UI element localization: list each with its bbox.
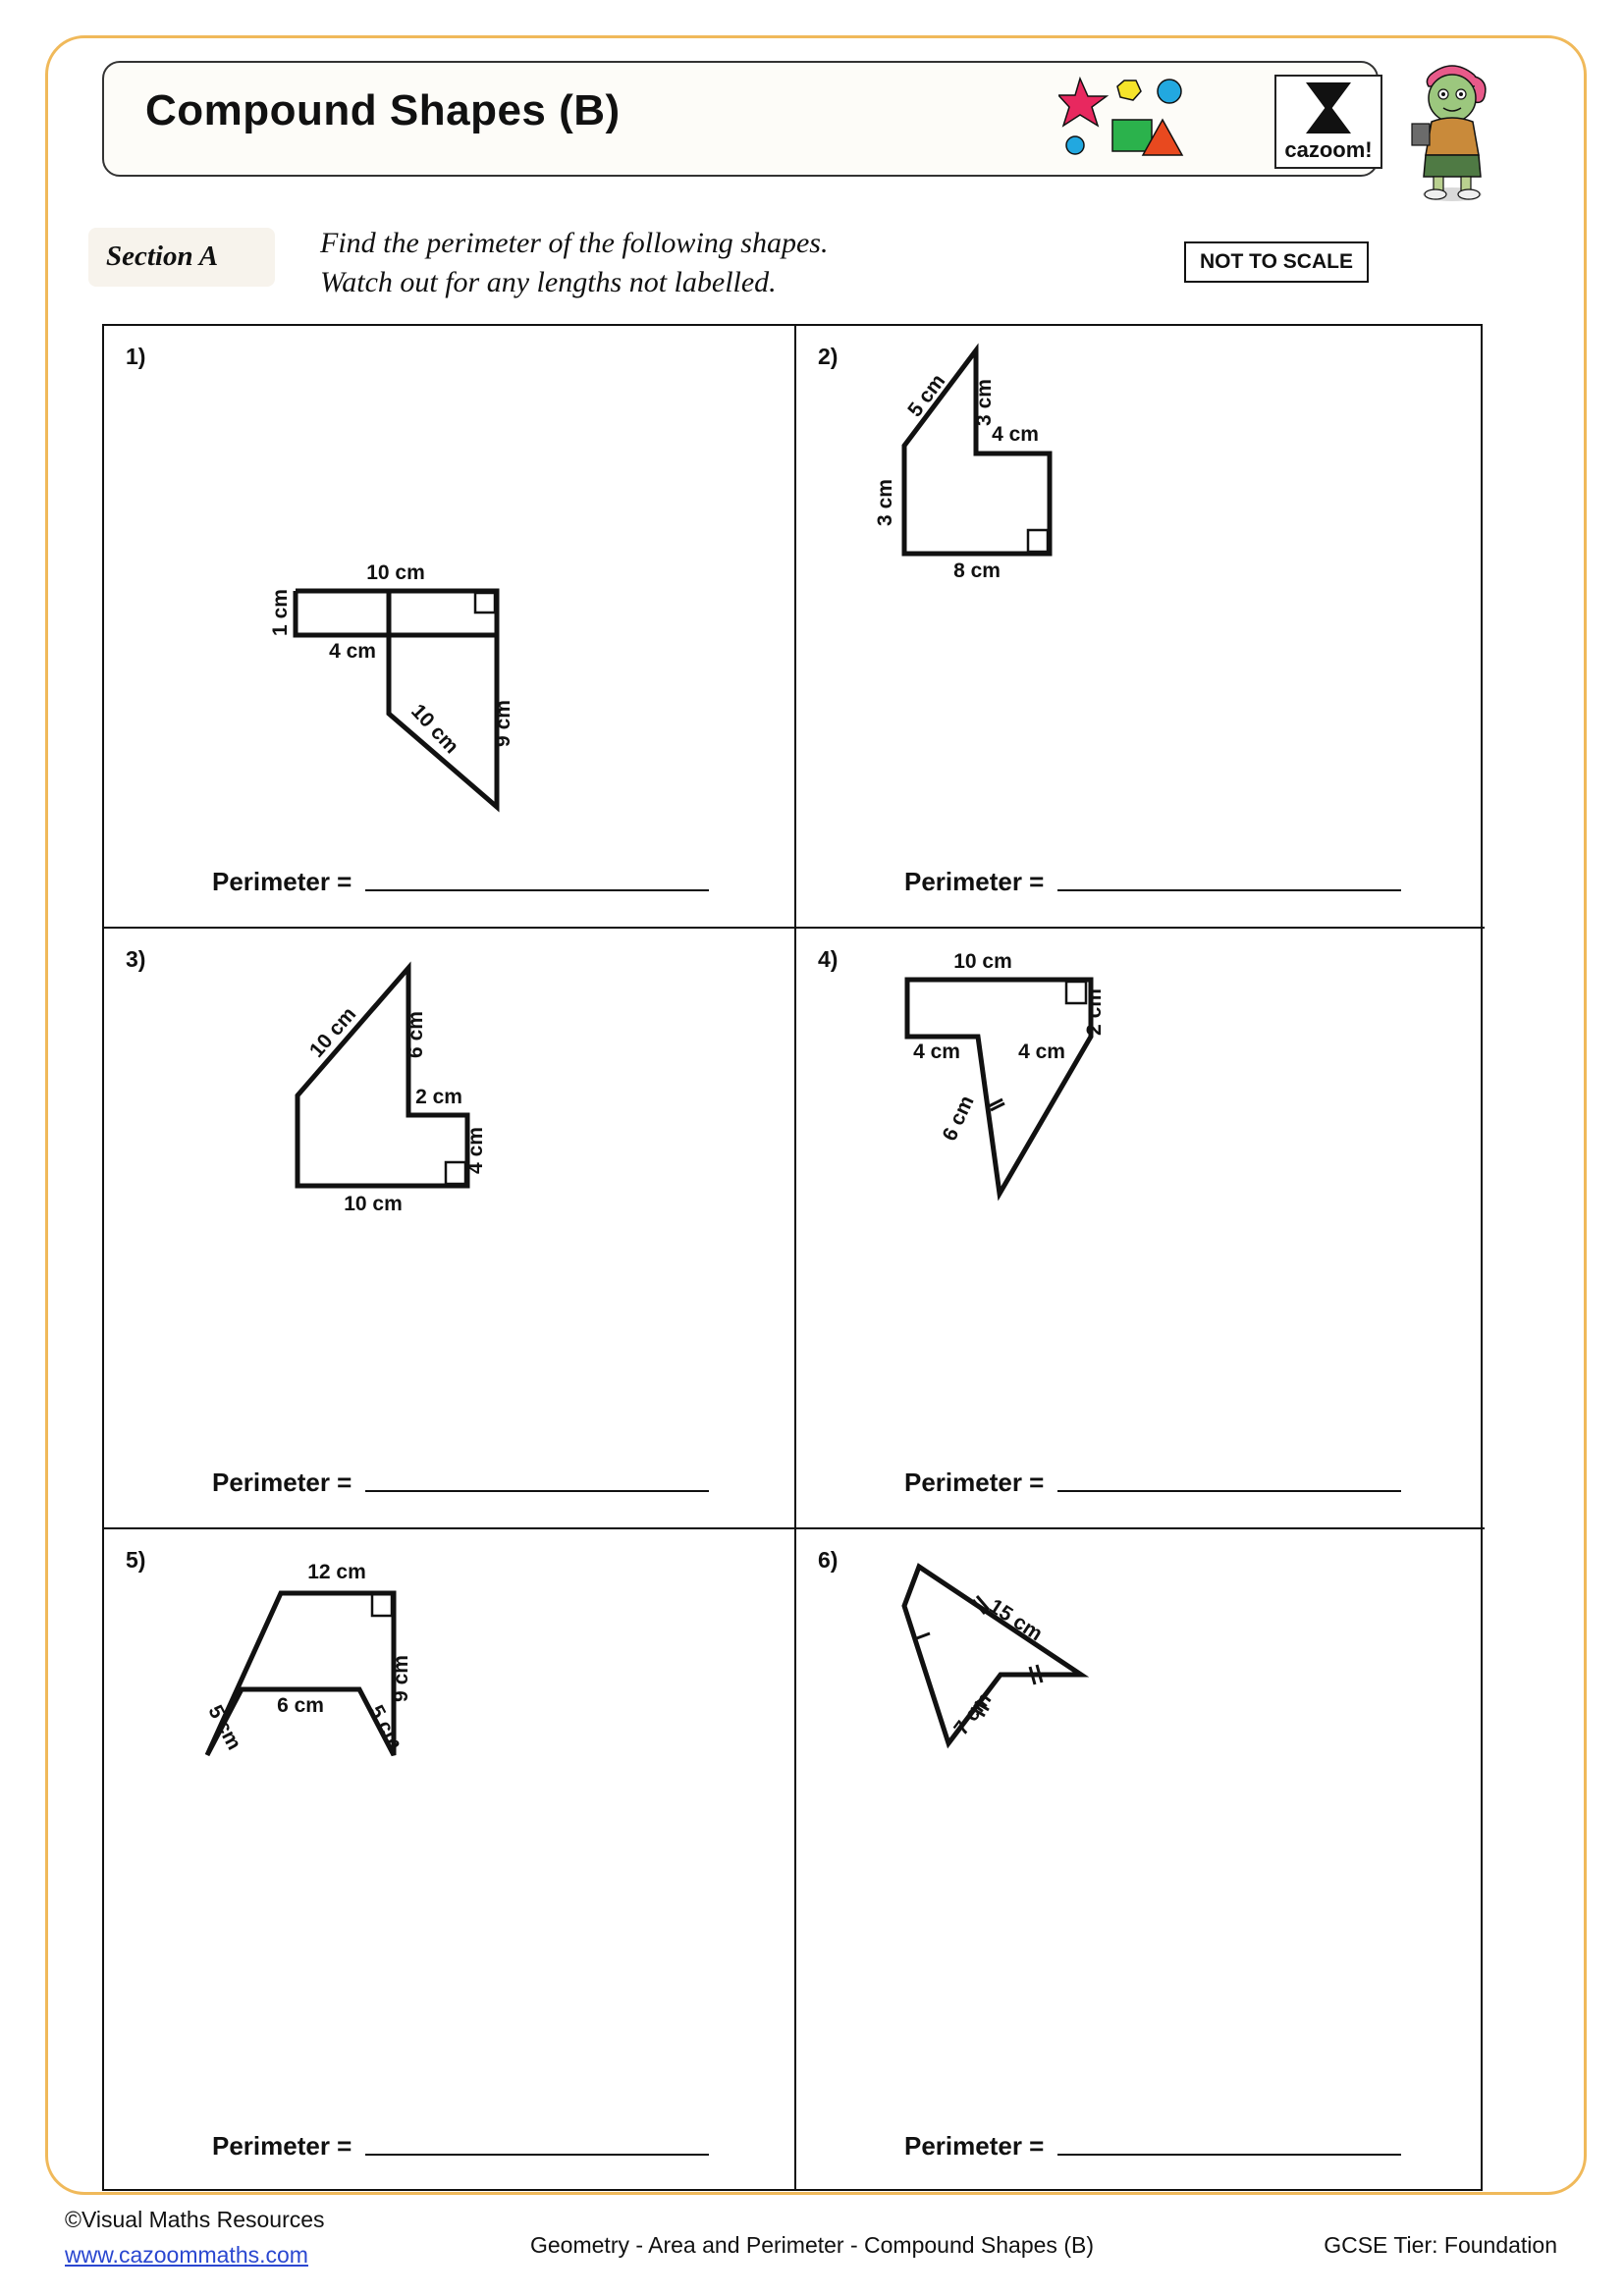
perimeter-label: Perimeter =	[904, 867, 1045, 896]
perimeter-answer-row-5	[212, 2131, 709, 2162]
perimeter-answer-line[interactable]	[1057, 2154, 1401, 2156]
question-cell-2	[794, 326, 1485, 927]
perimeter-answer-line[interactable]	[365, 1490, 709, 1492]
perimeter-label: Perimeter =	[212, 1468, 352, 1497]
perimeter-answer-line[interactable]	[365, 889, 709, 891]
length-label: 2 cm	[415, 1086, 462, 1108]
perimeter-label: Perimeter =	[904, 1468, 1045, 1497]
shape-diagram-6	[796, 1529, 1487, 2079]
length-label: 1 cm	[269, 589, 292, 636]
length-label: 5 cm	[364, 1701, 407, 1754]
length-label: 10 cm	[304, 1002, 361, 1062]
length-label: 10 cm	[953, 950, 1012, 973]
question-number: 1)	[126, 344, 146, 369]
logo-word: cazoom!	[1284, 137, 1373, 162]
shape-diagram-4	[796, 929, 1487, 1478]
length-label: 3 cm	[874, 479, 896, 526]
instruction-line-1: Find the perimeter of the following shapes.	[320, 227, 829, 259]
question-cell-3	[104, 927, 794, 1527]
question-number: 2)	[818, 344, 839, 369]
footer-topic: Geometry - Area and Perimeter - Compound Shapes (B)	[530, 2232, 1094, 2258]
footer-tier: GCSE Tier: Foundation	[1324, 2232, 1557, 2258]
question-number: 6)	[818, 1547, 839, 1573]
instruction-line-2: Watch out for any lengths not labelled.	[320, 265, 777, 298]
perimeter-answer-line[interactable]	[1057, 889, 1401, 891]
question-number: 4)	[818, 946, 839, 972]
shape-diagram-3	[104, 929, 794, 1478]
length-label: 6 cm	[938, 1092, 979, 1145]
question-number: 5)	[126, 1547, 146, 1573]
perimeter-label: Perimeter =	[212, 2131, 352, 2161]
question-cell-6	[794, 1527, 1485, 2191]
length-label: 10 cm	[344, 1193, 403, 1215]
length-label: 7 cm	[949, 1688, 997, 1740]
length-label: 9 cm	[492, 700, 514, 747]
not-to-scale-badge: NOT TO SCALE	[1184, 241, 1369, 283]
length-label: 6 cm	[405, 1011, 427, 1058]
footer-website-link[interactable]: www.cazoommaths.com	[65, 2242, 308, 2268]
page-title: Compound Shapes (B)	[145, 86, 621, 134]
perimeter-label: Perimeter =	[212, 867, 352, 896]
perimeter-answer-row-6	[904, 2131, 1401, 2162]
section-label: Section A	[106, 240, 219, 272]
shape-diagram-1	[104, 326, 794, 836]
shape-diagram-5	[104, 1529, 794, 2079]
length-label: 5 cm	[903, 370, 950, 422]
footer-copyright: ©Visual Maths Resources	[65, 2207, 325, 2232]
length-label: 4 cm	[464, 1127, 487, 1174]
mascot-illustration	[1398, 47, 1506, 204]
perimeter-answer-row-1	[212, 867, 709, 897]
length-label: 2 cm	[1083, 988, 1106, 1036]
length-label: 6 cm	[277, 1694, 324, 1717]
length-label: 4 cm	[992, 423, 1039, 446]
perimeter-answer-line[interactable]	[365, 2154, 709, 2156]
perimeter-answer-row-3	[212, 1468, 709, 1498]
length-label: 4 cm	[1018, 1041, 1065, 1063]
perimeter-answer-row-4	[904, 1468, 1401, 1498]
shape-diagram-2	[796, 326, 1487, 836]
length-label: 5 cm	[203, 1701, 246, 1754]
length-label: 8 cm	[953, 560, 1001, 582]
length-label: 15 cm	[985, 1594, 1047, 1646]
length-label: 4 cm	[329, 640, 376, 663]
question-cell-1	[104, 326, 794, 927]
question-number: 3)	[126, 946, 146, 972]
question-grid	[102, 324, 1483, 2191]
question-cell-5	[104, 1527, 794, 2191]
length-label: 10 cm	[406, 699, 463, 759]
length-label: 9 cm	[390, 1655, 412, 1702]
length-label: 3 cm	[973, 379, 996, 426]
length-label: 10 cm	[366, 561, 425, 584]
perimeter-answer-row-2	[904, 867, 1401, 897]
length-label: 4 cm	[913, 1041, 960, 1063]
length-label: 12 cm	[307, 1561, 366, 1583]
perimeter-label: Perimeter =	[904, 2131, 1045, 2161]
logo-shapes-icon	[1058, 77, 1216, 165]
question-cell-4	[794, 927, 1485, 1527]
perimeter-answer-line[interactable]	[1057, 1490, 1401, 1492]
instructions	[320, 224, 828, 301]
